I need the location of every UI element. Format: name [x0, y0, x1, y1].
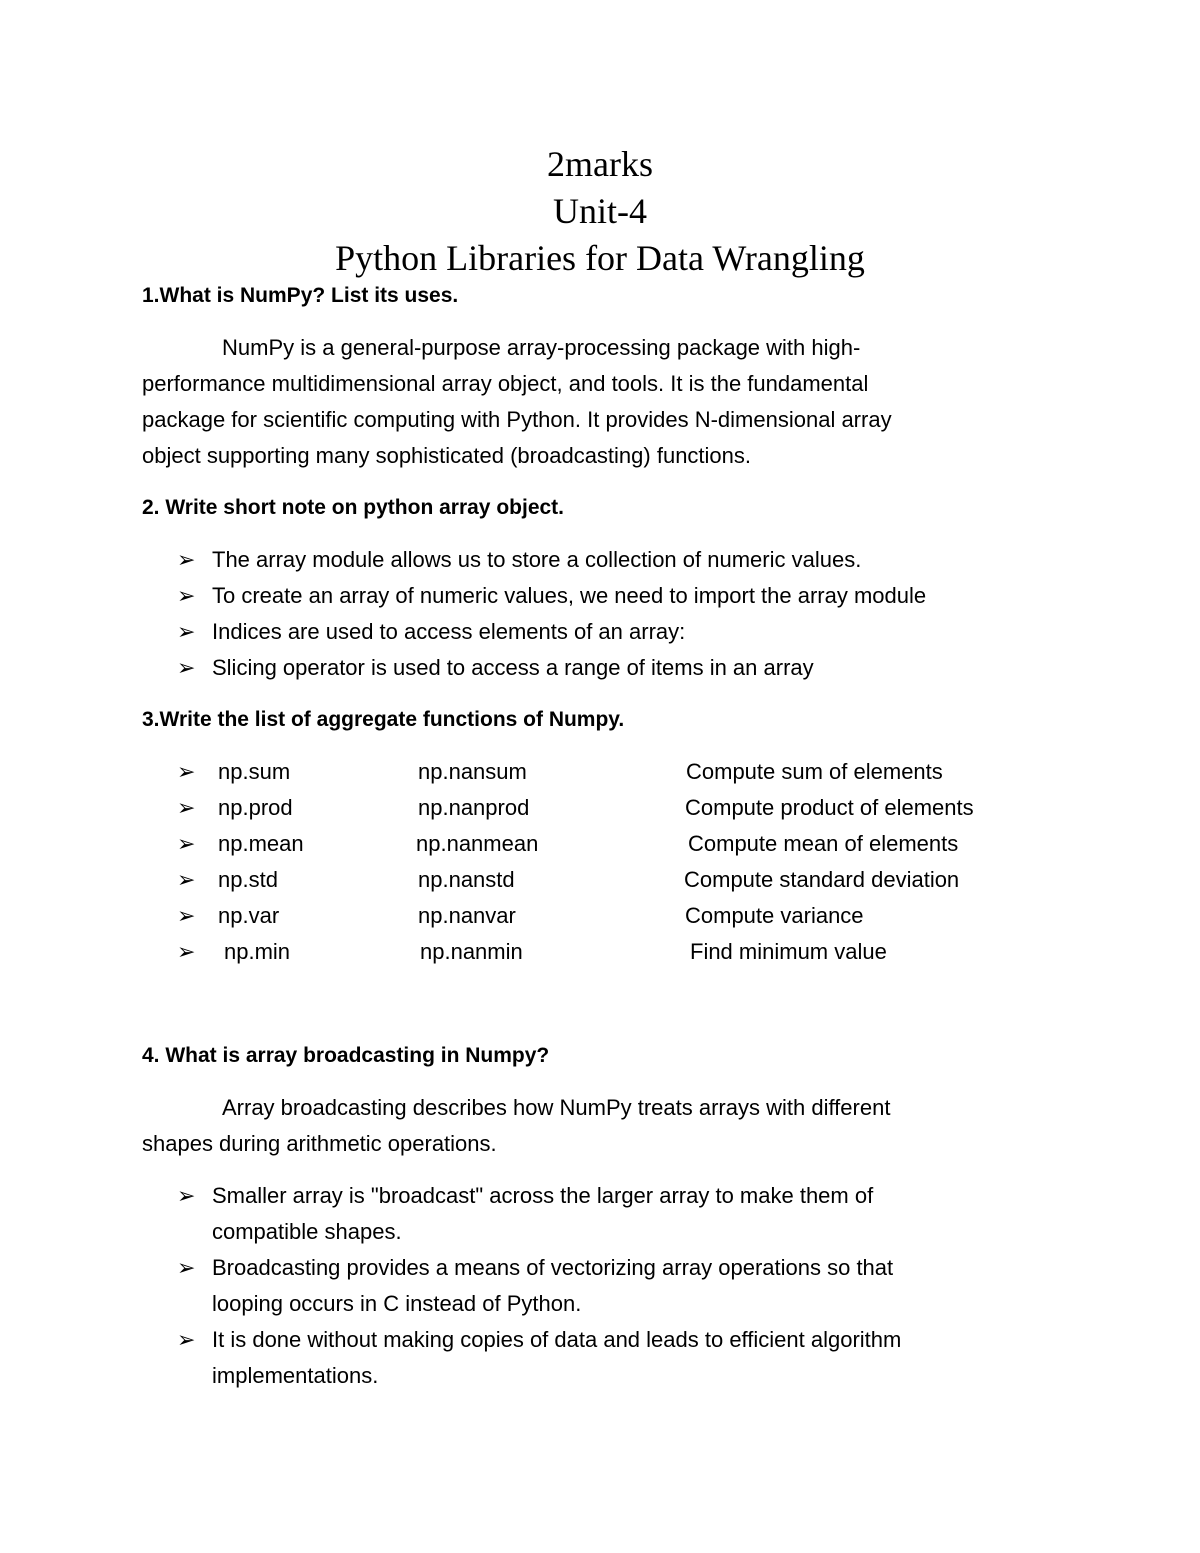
answer-1-line: NumPy is a general-purpose array-processing package with high-	[222, 335, 861, 360]
nan-function-name: np.nansum	[418, 759, 527, 784]
bullet-arrow-icon: ➢	[177, 903, 196, 928]
bullet-arrow-icon: ➢	[177, 1327, 196, 1352]
bullet-arrow-icon: ➢	[177, 655, 196, 680]
list-item: Smaller array is "broadcast" across the larger array to make them of	[212, 1183, 874, 1208]
function-name: np.std	[218, 867, 278, 892]
bullet-arrow-icon: ➢	[177, 939, 196, 964]
bullet-arrow-icon: ➢	[177, 759, 196, 784]
list-item-continuation: implementations.	[212, 1363, 379, 1388]
list-item: It is done without making copies of data and leads to efficient algorithm	[212, 1327, 902, 1352]
function-name: np.prod	[218, 795, 293, 820]
answer-1-line: performance multidimensional array object, and tools. It is the fundamental	[142, 371, 869, 396]
list-item-continuation: compatible shapes.	[212, 1219, 402, 1244]
list-item: Broadcasting provides a means of vectorizing array operations so that	[212, 1255, 894, 1280]
doc-title-marks: 2marks	[547, 144, 653, 184]
doc-title-unit: Unit-4	[553, 191, 647, 231]
answer-1-line: package for scientific computing with Python. It provides N-dimensional array	[142, 407, 892, 432]
list-item-continuation: looping occurs in C instead of Python.	[212, 1291, 582, 1316]
nan-function-name: np.nanmin	[420, 939, 523, 964]
function-description: Compute sum of elements	[686, 759, 943, 784]
function-name: np.min	[224, 939, 291, 964]
nan-function-name: np.nanprod	[418, 795, 530, 820]
list-item: To create an array of numeric values, we need to import the array module	[212, 583, 927, 608]
question-1: 1.What is NumPy? List its uses.	[142, 284, 459, 307]
list-item: Indices are used to access elements of an array:	[212, 619, 686, 644]
function-description: Compute mean of elements	[688, 831, 959, 856]
answer-4-line: Array broadcasting describes how NumPy treats arrays with different	[222, 1095, 891, 1120]
answer-4-line: shapes during arithmetic operations.	[142, 1131, 497, 1156]
function-name: np.mean	[218, 831, 304, 856]
nan-function-name: np.nanmean	[416, 831, 539, 856]
list-item: Slicing operator is used to access a range of items in an array	[212, 655, 814, 680]
bullet-arrow-icon: ➢	[177, 831, 196, 856]
bullet-arrow-icon: ➢	[177, 619, 196, 644]
nan-function-name: np.nanvar	[418, 903, 516, 928]
bullet-arrow-icon: ➢	[177, 583, 196, 608]
question-2: 2. Write short note on python array object.	[142, 496, 564, 519]
bullet-arrow-icon: ➢	[177, 547, 196, 572]
function-name: np.var	[218, 903, 280, 928]
bullet-arrow-icon: ➢	[177, 1255, 196, 1280]
function-name: np.sum	[218, 759, 291, 784]
question-3: 3.Write the list of aggregate functions of Numpy.	[142, 708, 625, 731]
function-description: Find minimum value	[690, 939, 887, 964]
doc-title-topic: Python Libraries for Data Wrangling	[335, 238, 865, 278]
function-description: Compute standard deviation	[684, 867, 960, 892]
bullet-arrow-icon: ➢	[177, 867, 196, 892]
function-description: Compute product of elements	[685, 795, 974, 820]
bullet-arrow-icon: ➢	[177, 1183, 196, 1208]
bullet-arrow-icon: ➢	[177, 795, 196, 820]
function-description: Compute variance	[685, 903, 864, 928]
list-item: The array module allows us to store a collection of numeric values.	[212, 547, 862, 572]
question-4: 4. What is array broadcasting in Numpy?	[142, 1044, 550, 1067]
answer-1-line: object supporting many sophisticated (broadcasting) functions.	[142, 443, 752, 468]
nan-function-name: np.nanstd	[418, 867, 515, 892]
